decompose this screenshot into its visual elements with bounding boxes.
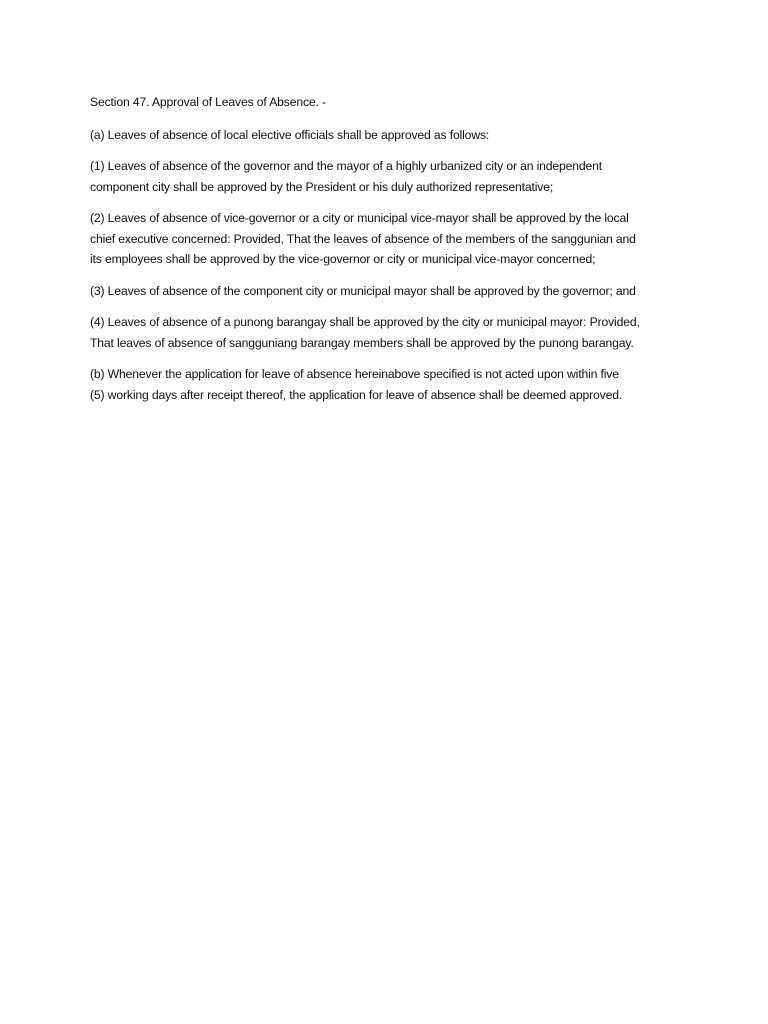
paragraph-line: (4) Leaves of absence of a punong barangay shall be approved by the city or municipal mayor: Provided, [90,315,640,329]
document-body [90,92,690,416]
paragraph-line: (1) Leaves of absence of the governor and the mayor of a highly urbanized city or an independent [90,159,603,173]
paragraph-line: That leaves of absence of sangguniang barangay members shall be approved by the punong barangay. [90,335,634,350]
paragraph-a [90,125,690,146]
paragraph-line: component city shall be approved by the President or his duly authorized representative; [90,179,554,194]
paragraph-line: (3) Leaves of absence of the component city or municipal mayor shall be approved by the governor; and [90,283,636,298]
paragraph-3 [90,281,690,302]
paragraph-2 [90,208,690,270]
section-heading-text: Section 47. Approval of Leaves of Absence. - [90,95,326,109]
paragraph-1 [90,156,690,197]
paragraph-line: (a) Leaves of absence of local elective officials shall be approved as follows: [90,127,490,142]
paragraph-line: (b) Whenever the application for leave of absence hereinabove specified is not acted upon within five [90,367,619,381]
paragraph-b [90,364,690,405]
paragraph-4 [90,312,690,353]
paragraph-line: (2) Leaves of absence of vice-governor or a city or municipal vice-mayor shall be approved by the local [90,211,629,225]
paragraph-line: (5) working days after receipt thereof, the application for leave of absence shall be deemed approved. [90,387,623,402]
paragraph-line: its employees shall be approved by the vice-governor or city or municipal vice-mayor concerned; [90,252,596,266]
paragraph-line: chief executive concerned: Provided, That the leaves of absence of the members of the sanggunian and [90,231,636,246]
section-heading [90,92,690,113]
